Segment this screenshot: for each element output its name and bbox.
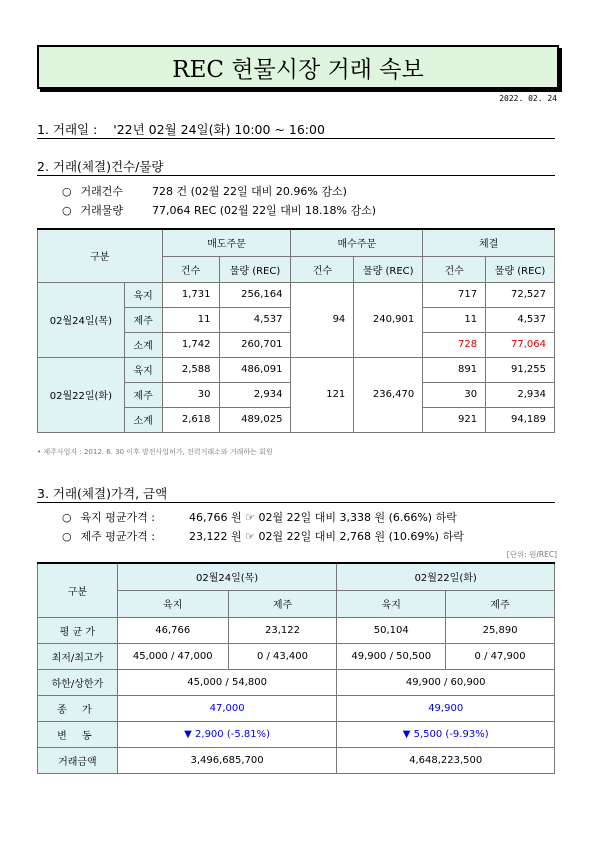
bullet-trade-volume-value: 77,064 REC (02월 22일 대비 18.18% 감소): [152, 204, 377, 217]
table-row: [38, 669, 555, 695]
table1-sub-count: 건수: [423, 256, 486, 282]
table-row: [38, 643, 555, 669]
table2-sub-jeju: 제주: [446, 590, 555, 617]
cell: 94: [291, 282, 354, 357]
cell: 4,537: [219, 307, 291, 332]
cell-highlight: 728: [423, 332, 486, 357]
table-row: [38, 747, 555, 773]
bullet-jeju-price-value: 23,122 원 ☞ 02월 22일 대비 2,768 원 (10.69%) 하락: [189, 530, 464, 543]
cell: 94,189: [486, 407, 555, 432]
table1-date1: 02월24일(목): [38, 282, 125, 357]
cell: ▼ 5,500 (-9.93%): [337, 721, 555, 747]
section2-divider: [37, 175, 555, 176]
cell: 0 / 47,900: [446, 643, 555, 669]
cell: 1,731: [162, 282, 219, 307]
cell: 3,496,685,700: [117, 747, 337, 773]
cell: 49,900: [337, 695, 555, 721]
table-row: [38, 695, 555, 721]
cell: 921: [423, 407, 486, 432]
section-trade-date: [37, 120, 325, 138]
cell: 256,164: [219, 282, 291, 307]
row-label: 변 동: [38, 721, 118, 747]
row-label: 거래금액: [38, 747, 118, 773]
bullet-land-price-label: 육지 평균가격 :: [80, 511, 155, 524]
bullet-land-price: [62, 509, 457, 525]
cell: 489,025: [219, 407, 291, 432]
cell: 2,588: [162, 357, 219, 382]
section-trade-date-value: '22년 02월 24일(화) 10:00 ~ 16:00: [113, 122, 325, 137]
cell: 1,742: [162, 332, 219, 357]
cell: 2,618: [162, 407, 219, 432]
cell: 4,648,223,500: [337, 747, 555, 773]
cell: 891: [423, 357, 486, 382]
cell: 260,701: [219, 332, 291, 357]
footnote-jeju: • 제주사업자 : 2012. 6. 30 이후 발전사업허가, 전력거래소와 거래하는 회원: [37, 448, 273, 456]
table2-header-group: 구분: [38, 563, 118, 617]
cell: 0 / 43,400: [228, 643, 337, 669]
table2-sub-jeju: 제주: [228, 590, 337, 617]
cell: ▼ 2,900 (-5.81%): [117, 721, 337, 747]
bullet-trade-count-label: 거래건수: [80, 185, 124, 198]
table1-header-group: 구분: [38, 229, 163, 282]
bullet-jeju-price-label: 제주 평균가격 :: [80, 530, 155, 543]
order-volume-table: [37, 228, 555, 433]
cell: 45,000 / 47,000: [117, 643, 228, 669]
cell: 240,901: [354, 282, 423, 357]
cell: 2,934: [486, 382, 555, 407]
bullet-trade-volume-label: 거래물량: [80, 204, 124, 217]
cell: 49,900 / 60,900: [337, 669, 555, 695]
row-label: 평 균 가: [38, 617, 118, 643]
row-label: 제주: [124, 382, 162, 407]
cell: 121: [291, 357, 354, 432]
table1-sub-count: 건수: [291, 256, 354, 282]
table2-sub-land: 육지: [337, 590, 446, 617]
cell: 236,470: [354, 357, 423, 432]
price-table: [37, 562, 555, 774]
table2-sub-land: 육지: [117, 590, 228, 617]
report-date: 2022. 02. 24: [499, 94, 557, 103]
cell: 11: [162, 307, 219, 332]
cell: 50,104: [337, 617, 446, 643]
row-label: 최저/최고가: [38, 643, 118, 669]
table-row: [38, 357, 555, 382]
cell: 46,766: [117, 617, 228, 643]
cell: 717: [423, 282, 486, 307]
cell: 4,537: [486, 307, 555, 332]
table1-sub-volume: 물량 (REC): [486, 256, 555, 282]
bullet-trade-volume: [62, 202, 376, 218]
table-row: [38, 721, 555, 747]
cell-highlight: 77,064: [486, 332, 555, 357]
cell: 47,000: [117, 695, 337, 721]
cell: 486,091: [219, 357, 291, 382]
bullet-land-price-value: 46,766 원 ☞ 02월 22일 대비 3,338 원 (6.66%) 하락: [189, 511, 457, 524]
table-row: [38, 282, 555, 307]
cell: 30: [162, 382, 219, 407]
section-trade-date-label: 1. 거래일 :: [37, 122, 98, 137]
table1-header-deal: 체결: [423, 229, 555, 256]
table1-header-sell: 매도주문: [162, 229, 291, 256]
section1-divider: [37, 138, 555, 139]
circle-icon: ○: [62, 530, 72, 543]
cell: 45,000 / 54,800: [117, 669, 337, 695]
cell: 2,934: [219, 382, 291, 407]
table1-sub-volume: 물량 (REC): [354, 256, 423, 282]
report-title: [37, 45, 559, 89]
circle-icon: ○: [62, 185, 72, 198]
unit-label: [단위: 원/REC]: [506, 550, 557, 559]
circle-icon: ○: [62, 511, 72, 524]
table1-date2: 02월22일(화): [38, 357, 125, 432]
row-label: 하한/상한가: [38, 669, 118, 695]
table2-header-date2: 02월22일(화): [337, 563, 555, 590]
cell: 91,255: [486, 357, 555, 382]
row-label: 소계: [124, 332, 162, 357]
cell: 23,122: [228, 617, 337, 643]
bullet-jeju-price: [62, 528, 464, 544]
table1-header-buy: 매수주문: [291, 229, 423, 256]
row-label: 육지: [124, 357, 162, 382]
section-count-volume-title: 2. 거래(체결)건수/물량: [37, 159, 164, 174]
bullet-trade-count-value: 728 건 (02월 22일 대비 20.96% 감소): [152, 185, 347, 198]
section-price-title: 3. 거래(체결)가격, 금액: [37, 486, 168, 501]
table-row: [38, 617, 555, 643]
table1-sub-count: 건수: [162, 256, 219, 282]
cell: 11: [423, 307, 486, 332]
section3-divider: [37, 502, 555, 503]
row-label: 소계: [124, 407, 162, 432]
table2-header-date1: 02월24일(목): [117, 563, 337, 590]
row-label: 종 가: [38, 695, 118, 721]
circle-icon: ○: [62, 204, 72, 217]
row-label: 육지: [124, 282, 162, 307]
cell: 72,527: [486, 282, 555, 307]
cell: 49,900 / 50,500: [337, 643, 446, 669]
table1-sub-volume: 물량 (REC): [219, 256, 291, 282]
cell: 30: [423, 382, 486, 407]
row-label: 제주: [124, 307, 162, 332]
report-title-text: REC 현물시장 거래 속보: [172, 56, 424, 83]
bullet-trade-count: [62, 183, 347, 199]
cell: 25,890: [446, 617, 555, 643]
